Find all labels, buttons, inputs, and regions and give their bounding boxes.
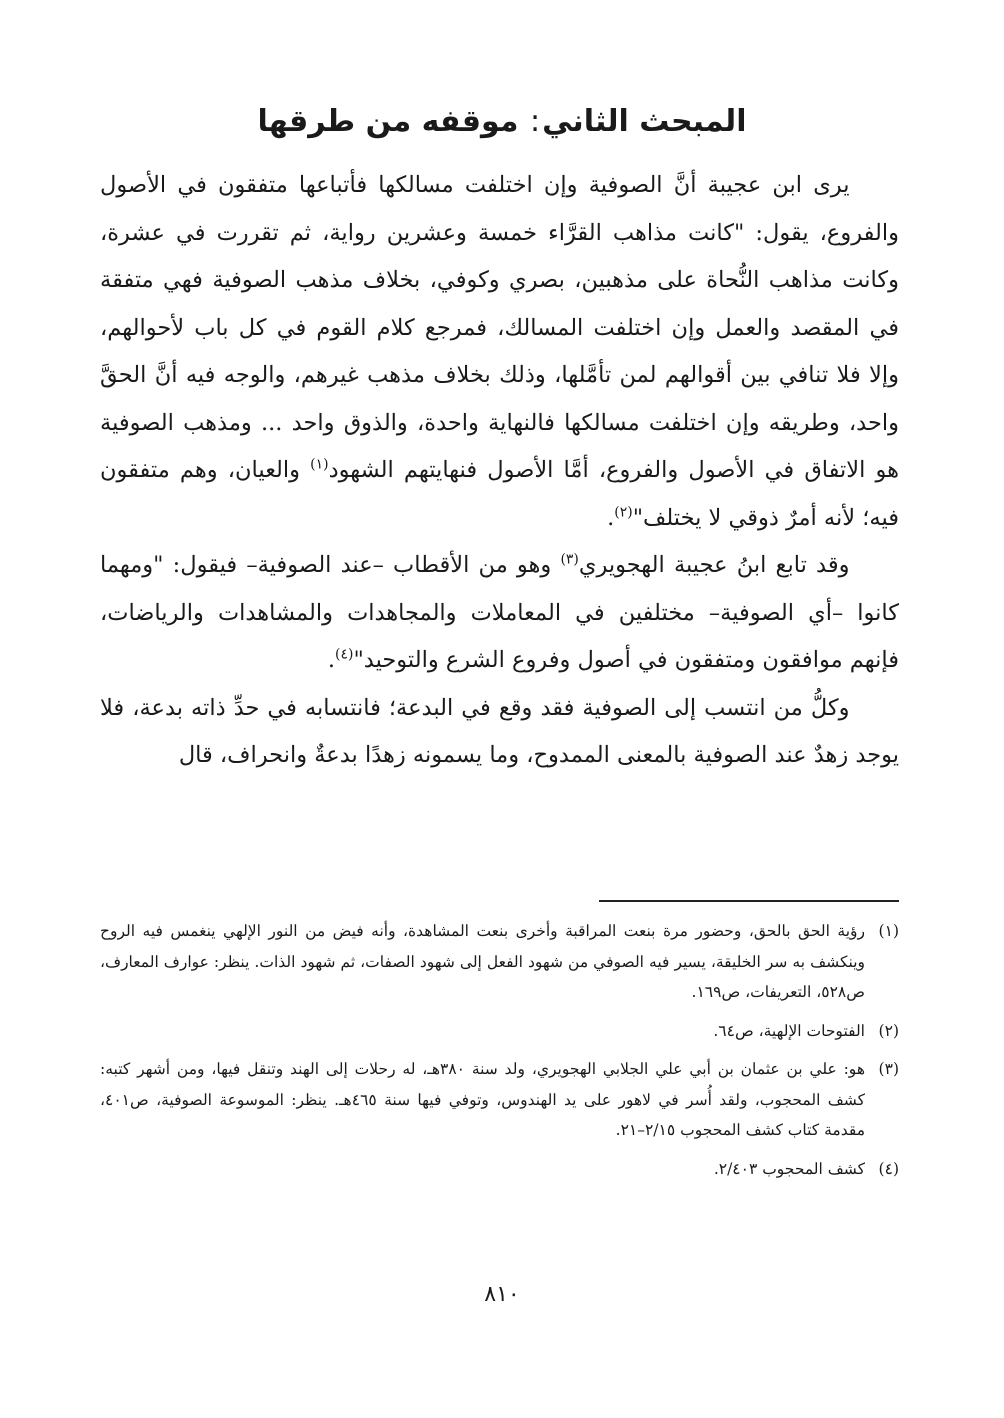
paragraph	[100, 162, 899, 542]
footnote-text: رؤية الحق بالحق، وحضور مرة بنعت المراقبة وأخرى بنعت المشاهدة، وأنه فيض من النور الإلهي ينغمس فيه الروح وينكشف به سر الخليقة، يسير فيه الصوفي من شهود الفعل إلى شهود الصفات، ثم شهود الذات. ينظر: عوارف المعارف، ص٥٢٨، التعريفات، ص١٦٩.	[100, 922, 865, 1001]
section-heading	[100, 100, 904, 144]
body-text	[100, 162, 899, 780]
footnote-number: (١)	[878, 922, 899, 940]
footnote-2	[100, 1016, 899, 1047]
footnote-text: كشف المحجوب ٢/٤٠٣.	[713, 1159, 865, 1178]
paragraph	[100, 542, 899, 685]
footnote-3	[100, 1054, 899, 1146]
paragraph-text: وهو من الأقطاب –عند الصوفية– فيقول: "ومهما كانوا –أي الصوفية– مختلفين في المعاملات والمجاهدات والمشاهدات والرياضات، فإنهم موافقون ومتفقون في أصول وفروع الشرع والتوحيد"	[100, 552, 899, 673]
footnote-1	[100, 916, 899, 1008]
title-separator: :	[529, 104, 541, 139]
footnote-ref-1[interactable]: (١)	[310, 456, 329, 473]
footnote-number: (٢)	[878, 1021, 899, 1040]
paragraph	[100, 685, 899, 780]
section-topic: موقفه من طرقها	[257, 104, 519, 139]
paragraph-text: يرى ابن عجيبة أنَّ الصوفية وإن اختلفت مسالكها فأتباعها متفقون في الأصول والفروع، يقول: "كانت مذاهب القرَّاء خمسة وعشرين رواية، ثم تقررت في عشرة، وكانت مذاهب النُّحاة على مذهبين، بصري وكوفي، بخلاف مذهب الصوفية فهي متفقة في المقصد والعمل وإن اختلفت المسالك، فمرجع كلام القوم في كل باب لأحوالهم، وإلا فلا تنافي بين أقوالهم لمن تأمَّلها، وذلك بخلاف مذهب غيرهم، والوجه فيه أنَّ الحقَّ واحد، وطريقه وإن اختلفت مسالكها فالنهاية واحدة، والذوق واحد ... ومذهب الصوفية هو الاتفاق في الأصول والفروع، أمَّا الأصول فنهايتهم الشهود	[100, 172, 899, 483]
footnote-number: (٣)	[878, 1060, 899, 1078]
footnote-ref-3[interactable]: (٣)	[560, 551, 579, 568]
footnotes	[100, 916, 899, 1192]
paragraph-end: .	[327, 647, 336, 673]
page-number: ٨١٠	[484, 1282, 520, 1307]
footnote-4	[100, 1154, 899, 1185]
footnote-number: (٤)	[878, 1159, 899, 1178]
paragraph-end: .	[607, 504, 615, 531]
paragraph-text: وقد تابع ابنُ عجيبة الهجويري	[578, 552, 850, 578]
footnote-text: هو: علي بن عثمان بن أبي علي الجلابي الهجويري، ولد سنة ٣٨٠هـ، له رحلات إلى الهند وتنقل فيها، ومن أشهر كتبه: كشف المحجوب، ولقد أُسر في لاهور على يد الهندوس، وتوفي فيها سنة ٤٦٥هـ. ينظر: الموسوعة الصوفية، ص٤٠١، مقدمة كتاب كشف المحجوب ٢/١٥–٢١.	[100, 1060, 866, 1139]
footnote-text: الفتوحات الإلهية، ص٦٤.	[713, 1021, 865, 1040]
footnote-separator	[599, 900, 899, 902]
paragraph-text: وكلُّ من انتسب إلى الصوفية فقد وقع في البدعة؛ فانتسابه في حدِّ ذاته بدعة، فلا يوجد زهدٌ عند الصوفية بالمعنى الممدوح، وما يسمونه زهدًا بدعةٌ وانحراف، قال	[100, 694, 899, 768]
section-title: المبحث الثاني	[542, 104, 747, 139]
paragraph-text: والعيان، وهم متفقون فيه؛ لأنه أمرٌ ذوقي لا يختلف"	[100, 457, 899, 531]
footnote-ref-2[interactable]: (٢)	[614, 504, 633, 520]
footnote-ref-4[interactable]: (٤)	[335, 646, 354, 663]
